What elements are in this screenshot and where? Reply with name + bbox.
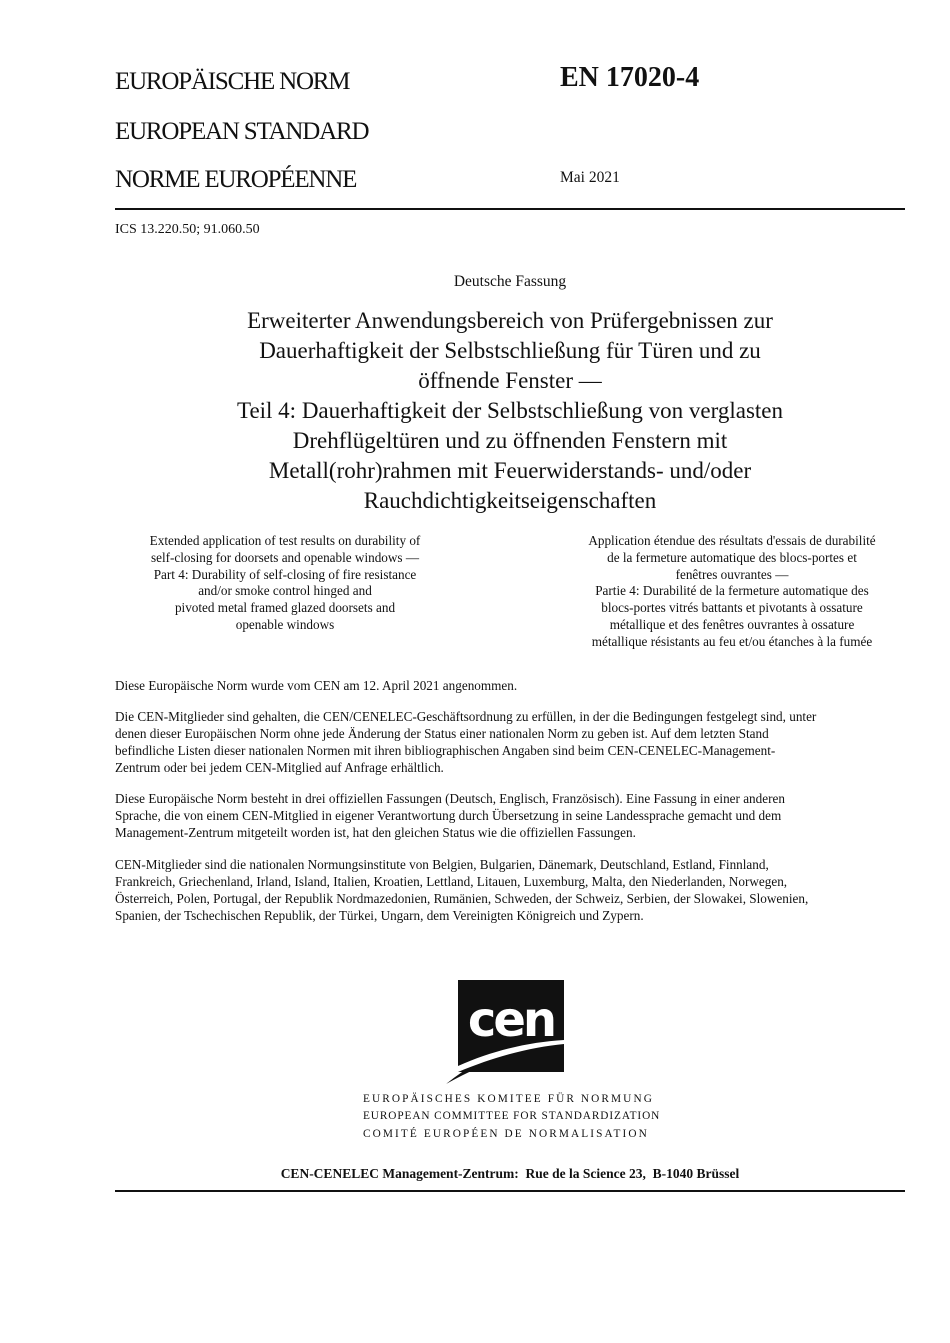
cen-logo-icon xyxy=(446,980,576,1084)
main-title-line: Dauerhaftigkeit der Selbstschließung für Türen und zu xyxy=(259,338,761,363)
english-title-line: and/or smoke control hinged and xyxy=(198,583,372,599)
paragraph-line: Österreich, Polen, Portugal, der Republik Nordmazedonien, Rumänien, Schweden, der Schweiz, Serbien, der Slowakei, Slowenien, xyxy=(115,891,809,906)
paragraph-line: denen dieser Europäischen Norm ohne jede Änderung der Status einer nationalen Norm zu geben ist. Auf dem letzten Stand xyxy=(115,726,769,741)
management-centre-address: CEN-CENELEC Management-Zentrum: Rue de la Science 23, B-1040 Brüssel xyxy=(280,1166,740,1181)
french-title-line: métallique résistants au feu et/ou étanches à la fumée xyxy=(591,633,873,649)
paragraph-line: Diese Europäische Norm besteht in drei offiziellen Fassungen (Deutsch, Englisch, Französisch). Eine Fassung in einer anderen xyxy=(115,791,785,806)
french-title-line: Application étendue des résultats d'essais de durabilité xyxy=(588,533,876,548)
title-french: NORME EUROPÉENNE xyxy=(115,166,357,193)
paragraph-line: Management-Zentrum mitgeteilt worden ist, hat den gleichen Status wie die offiziellen Fassungen. xyxy=(115,825,636,840)
english-title-line: Extended application of test results on durability of xyxy=(149,533,421,548)
title-english: EUROPEAN STANDARD xyxy=(115,118,369,145)
paragraph-line: befindliche Listen dieser nationalen Normen mit ihren bibliographischen Angaben sind beim CEN-CENELEC-Management- xyxy=(115,743,776,758)
french-title-line: blocs-portes vitrés battants et pivotants à ossature xyxy=(601,600,863,616)
paragraph-line: Zentrum oder bei jedem CEN-Mitglied auf Anfrage erhältlich. xyxy=(115,760,444,775)
members-paragraph xyxy=(115,856,905,924)
english-title xyxy=(115,533,455,634)
publication-date: Mai 2021 xyxy=(560,169,620,186)
committee-name-english: EUROPEAN COMMITTEE FOR STANDARDIZATION xyxy=(363,1110,661,1122)
french-title xyxy=(550,533,914,651)
english-title-line: Part 4: Durability of self-closing of fire resistance xyxy=(153,566,417,582)
header-divider xyxy=(115,208,905,210)
french-title-line: de la fermeture automatique des blocs-portes et xyxy=(607,549,857,565)
french-title-line: Partie 4: Durabilité de la fermeture automatique des xyxy=(595,583,869,599)
versions-paragraph xyxy=(115,790,905,841)
footer-divider xyxy=(115,1190,905,1192)
french-title-line: métallique et des fenêtres ouvrantes à ossature xyxy=(609,616,855,632)
main-title-line: Metall(rohr)rahmen mit Feuerwiderstands- und/oder xyxy=(268,458,752,483)
obligations-paragraph xyxy=(115,708,905,776)
paragraph-line: Sprache, die von einem CEN-Mitglied in eigener Verantwortung durch Übersetzung in seine Landessprache gemacht und dem xyxy=(115,808,782,823)
main-title xyxy=(150,306,870,516)
committee-name-german: EUROPÄISCHES KOMITEE FÜR NORMUNG xyxy=(363,1093,654,1105)
main-title-line: öffnende Fenster — xyxy=(418,368,602,393)
ics-codes: ICS 13.220.50; 91.060.50 xyxy=(115,222,260,237)
paragraph-line: Spanien, der Tschechischen Republik, der Türkei, Ungarn, dem Vereinigten Königreich und Zypern. xyxy=(115,908,644,923)
standard-number: EN 17020-4 xyxy=(560,62,700,93)
committee-name-french: COMITÉ EUROPÉEN DE NORMALISATION xyxy=(363,1128,649,1140)
paragraph-line: Frankreich, Griechenland, Irland, Island, Italien, Kroatien, Lettland, Litauen, Luxemburg, Malta, den Niederlanden, Norwegen, xyxy=(115,874,788,889)
paragraph-line: CEN-Mitglieder sind die nationalen Normungsinstitute von Belgien, Bulgarien, Dänemark, Deutschland, Estland, Finnland, xyxy=(115,857,769,872)
paragraph-line: Die CEN-Mitglieder sind gehalten, die CEN/CENELEC-Geschäftsordnung zu erfüllen, in der die Bedingungen festgelegt sind, unter xyxy=(115,709,817,724)
main-title-line: Teil 4: Dauerhaftigkeit der Selbstschließung von verglasten xyxy=(237,398,783,423)
main-title-line: Erweiterter Anwendungsbereich von Prüfergebnissen zur xyxy=(247,308,773,333)
english-title-line: openable windows xyxy=(235,616,335,632)
paragraph-line: Diese Europäische Norm wurde vom CEN am 12. April 2021 angenommen. xyxy=(115,678,518,693)
version-label: Deutsche Fassung xyxy=(453,273,567,290)
title-german: EUROPÄISCHE NORM xyxy=(115,68,350,95)
english-title-line: self-closing for doorsets and openable windows — xyxy=(150,549,420,565)
french-title-line: fenêtres ouvrantes — xyxy=(675,566,789,582)
main-title-line: Drehflügeltüren und zu öffnenden Fenstern mit xyxy=(292,428,728,453)
acceptance-paragraph xyxy=(115,677,905,694)
english-title-line: pivoted metal framed glazed doorsets and xyxy=(174,600,396,616)
main-title-line: Rauchdichtigkeitseigenschaften xyxy=(363,488,657,513)
logo-wordmark: cen xyxy=(467,992,555,1048)
